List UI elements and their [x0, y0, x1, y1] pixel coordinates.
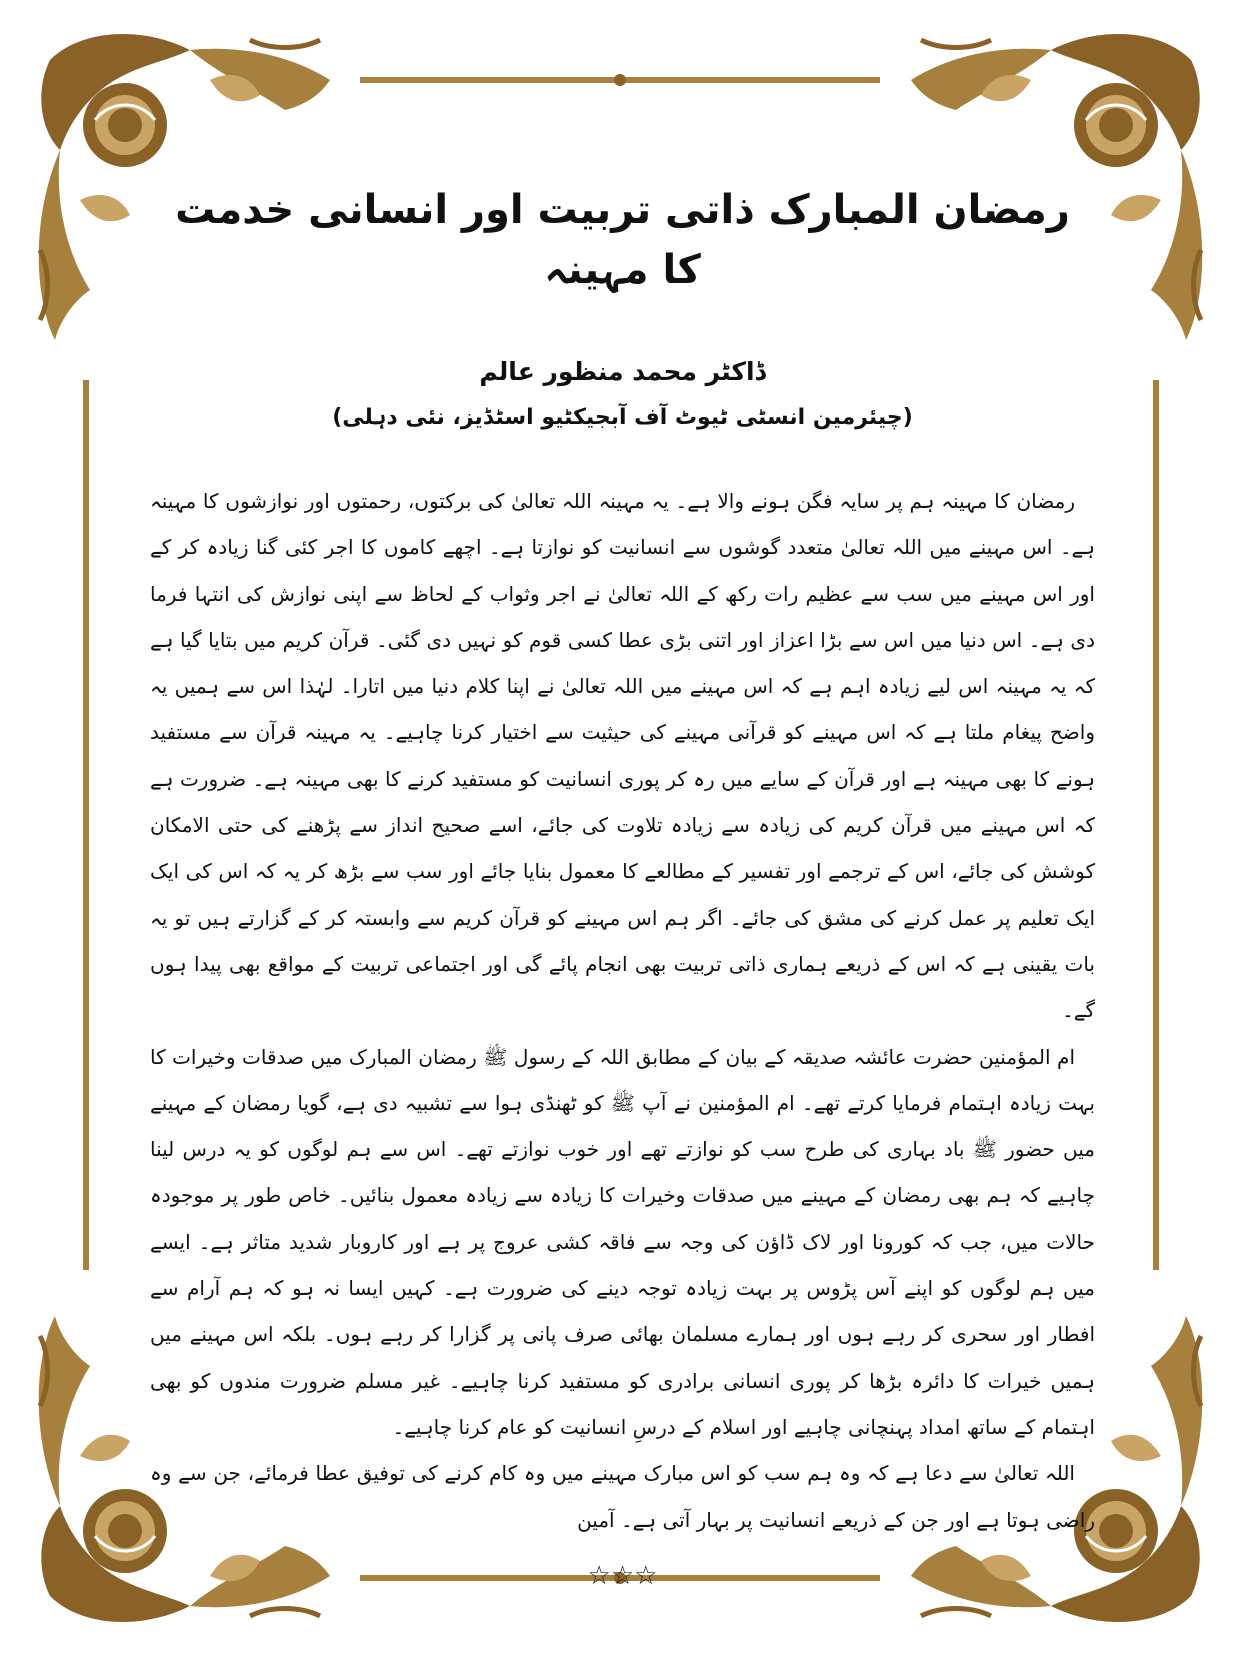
- author-affiliation: (چیئرمین انسٹی ٹیوٹ آف آبجیکٹیو اسٹڈیز، نئی دہلی): [332, 405, 913, 430]
- paragraph: رمضان کا مہینہ ہم پر سایہ فگن ہونے والا ہے۔ یہ مہینہ اللہ تعالیٰ کی برکتوں، رحمتوں اور نوازشوں کا مہینہ ہے۔ اس مہینے میں اللہ تعالیٰ متعدد گوشوں سے انسانیت کو نوازتا ہے۔ اچھے کاموں کا اجر کئی گنا زیادہ کر کے اور اس مہینے میں سب سے عظیم رات رکھ کے اللہ تعالیٰ نے اجر وثواب کے لحاظ سے اپنی نوازش کی انتہا فرما دی ہے۔ اس دنیا میں اس سے بڑا اعزاز اور اتنی بڑی عطا کسی قوم کو نہیں دی گئی۔ قرآن کریم میں بتایا گیا ہے کہ یہ مہینہ اس لیے زیادہ اہم ہے کہ اس مہینے میں اللہ تعالیٰ نے اپنا کلام دنیا میں اتارا۔ لہٰذا اس سے ہمیں یہ واضح پیغام ملتا ہے کہ اس مہینے کو قرآنی مہینے کی حیثیت سے اختیار کرنا چاہیے۔ یہ مہینہ قرآن سے مستفید ہونے کا بھی مہینہ ہے اور قرآن کے سایے میں رہ کر پوری انسانیت کو مستفید کرنے کا بھی مہینہ ہے۔ ضرورت ہے کہ اس مہینے میں قرآن کریم کی زیادہ سے زیادہ تلاوت کی جائے، اسے صحیح انداز سے پڑھنے کی حتی الامکان کوشش کی جائے، اس کے ترجمے اور تفسیر کے مطالعے کا معمول بنایا جائے اور سب سے بڑھ کر یہ کہ اس کی ایک ایک تعلیم پر عمل کرنے کی مشق کی جائے۔ اگر ہم اس مہینے کو قرآن کریم سے وابستہ کر کے گزارتے ہیں تو یہ بات یقینی ہے کہ اس کے ذریعے ہماری ذاتی تربیت بھی انجام پائے گی اور اجتماعی تربیت کے مواقع بھی پیدا ہوں گے۔: [150, 489, 1095, 1023]
- paragraph: اللہ تعالیٰ سے دعا ہے کہ وہ ہم سب کو اس مبارک مہینے میں وہ کام کرنے کی توفیق عطا فرمائے، جن سے وہ راضی ہوتا ہے اور جن کے ذریعے انسانیت پر بہار آتی ہے۔ آمین: [150, 1461, 1095, 1532]
- author-name: ڈاکٹر محمد منظور عالم: [479, 357, 766, 386]
- paragraph: ام المؤمنین حضرت عائشہ صدیقہ کے بیان کے مطابق اللہ کے رسول ﷺ رمضان المبارک میں صدقات وخیرات کا بہت زیادہ اہتمام فرمایا کرتے تھے۔ ام المؤمنین نے آپ ﷺ کو ٹھنڈی ہوا سے تشبیہ دی ہے، گویا رمضان کے مہینے میں حضور ﷺ باد بہاری کی طرح سب کو نوازتے تھے اور خوب نوازتے تھے۔ اس سے ہم لوگوں کو یہ درس لینا چاہیے کہ ہم بھی رمضان کے مہینے میں صدقات وخیرات کا زیادہ سے زیادہ معمول بنائیں۔ خاص طور پر موجودہ حالات میں، جب کہ کورونا اور لاک ڈاؤن کی وجہ سے فاقہ کشی عروج پر ہے اور کاروبار شدید متاثر ہے۔ ایسے میں ہم لوگوں کو اپنے آس پڑوس پر بہت زیادہ توجہ دینے کی ضرورت ہے۔ کہیں ایسا نہ ہو کہ ہم آرام سے افطار اور سحری کر رہے ہوں اور ہمارے مسلمان بھائی صرف پانی پر گزارا کر رہے ہوں۔ بلکہ اس مہینے میں ہمیں خیرات کا دائرہ بڑھا کر پوری انسانی برادری کو مستفید کرنا چاہیے۔ غیر مسلم ضرورت مندوں کو بھی اہتمام کے ساتھ امداد پہنچانی چاہیے اور اسلام کے درسِ انسانیت کو عام کرنا چاہیے۔: [150, 1044, 1095, 1439]
- article: [150, 180, 1095, 1591]
- article-title: رمضان المبارک ذاتی تربیت اور انسانی خدمت کا مہینہ: [175, 187, 1070, 293]
- end-mark: ☆☆☆: [587, 1560, 658, 1591]
